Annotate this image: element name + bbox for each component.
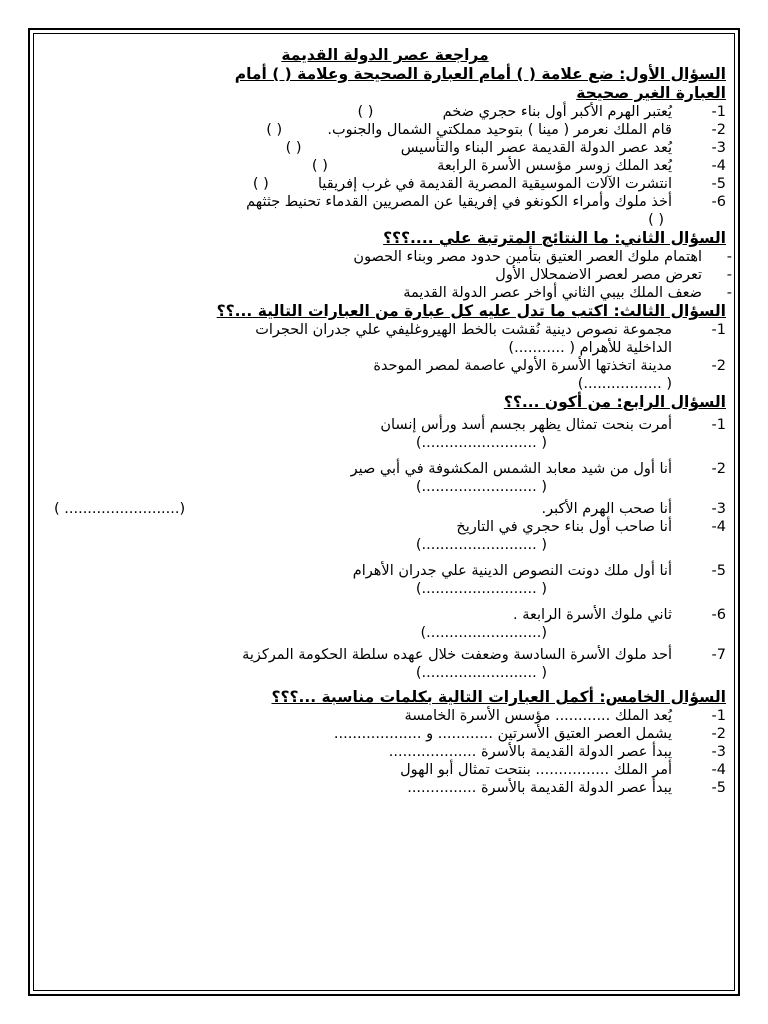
item-number: -2 [711,358,726,374]
q1-item [40,157,730,175]
page-title: مراجعة عصر الدولة القديمة [281,46,489,64]
answer-mark[interactable]: ( ) [311,158,328,174]
statement-text: انتشرت الآلات الموسيقية المصرية القديمة في غرب إفريقيا [317,176,672,192]
bullet: - [726,285,732,301]
answer-blank[interactable]: ( .........................) [54,501,186,517]
q4-item [40,646,730,682]
item-number: -2 [711,122,726,138]
q5-item [40,743,730,761]
q3-item [40,321,730,357]
answer-blank[interactable]: ( .........................) [415,479,547,495]
clue-text: أنا أول ملك دونت النصوص الدينية علي جدران الأهرام [352,563,672,579]
result-text: تعرض مصر لعصر الاضمحلال الأول [495,267,702,283]
bullet: - [726,267,732,283]
clue-text: أنا صاحب أول بناء حجري في التاريخ [456,519,672,535]
q2-heading: السؤال الثاني: ما النتائج المترتبة علي ....؟؟؟ [383,229,726,247]
answer-blank[interactable]: ( .........................) [415,435,547,451]
item-number: -6 [711,607,726,623]
result-text: ضعف الملك بيبي الثاني أواخر عصر الدولة القديمة [403,285,702,301]
item-number: -3 [711,501,726,517]
item-number: -3 [711,744,726,760]
q4-heading: السؤال الرابع: من أكون ...؟؟ [503,393,726,411]
item-number: -4 [711,762,726,778]
item-number: -1 [711,104,726,120]
item-number: -1 [711,322,726,338]
statement-text: يُعد الملك زوسر مؤسس الأسرة الرابعة [437,158,672,174]
bullet: - [726,249,732,265]
answer-mark[interactable]: ( ) [357,104,374,120]
q1-item [40,193,730,229]
q4-item [40,606,730,642]
q4-item [40,500,730,518]
item-number: -6 [711,194,726,210]
fill-in-text[interactable]: يبدأ عصر الدولة القديمة بالأسرة ................... [388,744,672,760]
fill-in-text[interactable]: يُعد الملك ............ مؤسس الأسرة الخامسة [404,708,672,724]
q2-item [40,248,730,266]
item-number: -4 [711,519,726,535]
q3-item [40,357,730,393]
q2-item [40,266,730,284]
item-number: -4 [711,158,726,174]
item-number: -5 [711,780,726,796]
clue-text: أنا صحب الهرم الأكبر. [541,501,672,517]
q4-item [40,518,730,554]
q5-item [40,707,730,725]
item-number: -2 [711,726,726,742]
answer-blank[interactable]: ( .........................) [415,537,547,553]
definition-text: مجموعة نصوص دينية نُقشت بالخط الهيروغليفي علي جدران الحجرات [255,322,672,338]
q1-heading-line2: العبارة الغير صحيحة [576,84,726,102]
q1-item [40,175,730,193]
q4-item [40,416,730,452]
worksheet [40,46,730,797]
item-number: -3 [711,140,726,156]
q2-item [40,284,730,302]
answer-mark[interactable]: ( ) [252,176,269,192]
definition-text: مدينة اتخذتها الأسرة الأولي عاصمة لمصر الموحدة [373,358,672,374]
q5-heading: السؤال الخامس: أكمل العبارات التالية بكلمات مناسبة ...؟؟؟ [271,688,726,706]
statement-text: قام الملك نعرمر ( مينا ) بتوحيد مملكتي الشمال والجنوب. [327,122,672,138]
fill-in-text[interactable]: يشمل العصر العتيق الأسرتين ............ و ................... [333,726,672,742]
answer-mark[interactable]: ( ) [285,140,302,156]
statement-text: يُعد عصر الدولة القديمة عصر البناء والتأسيس [400,140,672,156]
q4-item [40,562,730,598]
answer-mark[interactable]: ( ) [266,122,283,138]
item-number: -2 [711,461,726,477]
item-number: -7 [711,647,726,663]
item-number: -1 [711,417,726,433]
item-number: -5 [711,563,726,579]
answer-mark[interactable]: ( ) [648,212,664,228]
q1-item [40,103,730,121]
item-number: -1 [711,708,726,724]
answer-blank[interactable]: (.........................) [420,625,547,641]
q5-item [40,761,730,779]
q4-item [40,460,730,496]
result-text: اهتمام ملوك العصر العتيق بتأمين حدود مصر وبناء الحصون [353,249,702,265]
q1-heading-line1: السؤال الأول: ضع علامة ( ) أمام العبارة الصحيحة وعلامة ( ) أمام [234,65,726,83]
q3-heading: السؤال الثالث: اكتب ما تدل عليه كل عبارة من العبارات التالية ...؟؟ [216,302,726,320]
answer-blank[interactable]: الداخلية للأهرام ( ...........) [508,340,672,356]
answer-blank[interactable]: ( .........................) [415,581,547,597]
clue-text: أحد ملوك الأسرة السادسة وضعفت خلال عهده سلطة الحكومة المركزية [242,647,672,663]
q1-item [40,121,730,139]
fill-in-text[interactable]: أمر الملك ................ بنتحت تمثال أبو الهول [400,762,672,778]
fill-in-text[interactable]: يبدأ عصر الدولة القديمة بالأسرة ............... [407,780,672,796]
clue-text: ثاني ملوك الأسرة الرابعة . [513,607,672,623]
q5-item [40,779,730,797]
answer-blank[interactable]: ( .................) [577,376,672,392]
statement-text: أخذ ملوك وأمراء الكونغو في إفريقيا عن المصريين القدماء تحنيط جثثهم [246,194,672,210]
item-number: -5 [711,176,726,192]
statement-text: يُعتبر الهرم الأكبر أول بناء حجري ضخم [442,104,672,120]
clue-text: أنا أول من شيد معابد الشمس المكشوفة في أبي صير [350,461,672,477]
q5-item [40,725,730,743]
clue-text: أمرت بنحت تمثال يظهر بجسم أسد ورأس إنسان [380,417,672,433]
answer-blank[interactable]: ( .........................) [415,665,547,681]
q1-item [40,139,730,157]
